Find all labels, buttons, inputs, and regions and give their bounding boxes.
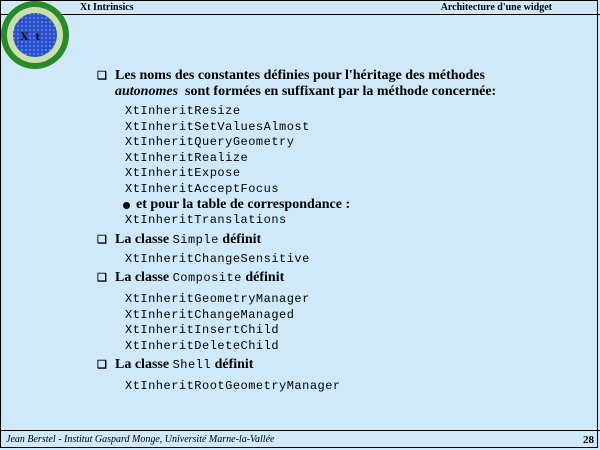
header-divider (0, 14, 600, 15)
bullet-suffix: définit (222, 231, 262, 247)
header-title-left: Xt Intrinsics (80, 2, 134, 13)
bullet-suffix: définit (214, 357, 254, 372)
dot-bullet-icon (123, 202, 130, 209)
bullet-constants (97, 68, 577, 100)
bullet-shell-text (115, 357, 253, 373)
code-line: XtInheritChangeSensitive (125, 251, 310, 266)
bullet-composite (97, 270, 577, 286)
bullet-shell (97, 357, 577, 373)
sub-bullet-text: et pour la table de correspondance : (136, 197, 351, 212)
bullet-simple (97, 232, 577, 248)
header-title-right: Architecture d'une widget (440, 2, 552, 13)
bullet-constants-line2: sont formées en suffixant par la méthode concernée: (185, 84, 497, 99)
bullet-prefix: La classe (115, 357, 170, 372)
bullet-constants-text (115, 68, 496, 100)
class-name: Shell (172, 358, 212, 372)
checkbox-bullet-icon: ❑ (97, 272, 107, 284)
checkbox-bullet-icon: ❑ (97, 359, 107, 371)
sub-bullet-translations (123, 197, 577, 213)
code-line: XtInheritRootGeometryManager (125, 379, 341, 393)
code-line: XtInheritExpose (125, 166, 241, 180)
code-line: XtInheritSetValuesAlmost (125, 119, 310, 134)
code-line: XtInheritResize (125, 104, 241, 118)
slide-content (97, 68, 577, 395)
footer-divider (0, 430, 600, 431)
bullet-constants-line1: Les noms des constantes définies pour l'héritage des méthodes (115, 68, 485, 83)
code-line: XtInheritDeleteChild (125, 338, 280, 353)
code-line: XtInheritInsertChild (125, 323, 280, 337)
class-name: Composite (172, 271, 242, 285)
page-number: 28 (583, 434, 594, 446)
bullet-simple-text (115, 232, 261, 248)
code-line: XtInheritRealize (125, 150, 249, 165)
logo-label: X t (20, 29, 42, 43)
code-line: XtInheritTranslations (125, 213, 287, 227)
bullet-composite-text (115, 270, 284, 286)
bullet-suffix: définit (245, 270, 285, 285)
code-line: XtInheritChangeManaged (125, 307, 295, 322)
class-name: Simple (172, 232, 219, 247)
checkbox-bullet-icon: ❑ (97, 70, 107, 82)
code-line: XtInheritGeometryManager (125, 292, 310, 306)
code-line: XtInheritAcceptFocus (125, 181, 280, 196)
bullet-prefix: La classe (115, 231, 170, 247)
footer-author: Jean Berstel - Institut Gaspard Monge, Université Marne-la-Vallée (6, 434, 275, 445)
checkbox-bullet-icon: ❑ (97, 233, 107, 246)
xt-logo (0, 0, 70, 70)
code-line: XtInheritQueryGeometry (125, 135, 295, 149)
bullet-constants-italic: autonomes (115, 84, 179, 99)
bullet-prefix: La classe (115, 270, 170, 285)
